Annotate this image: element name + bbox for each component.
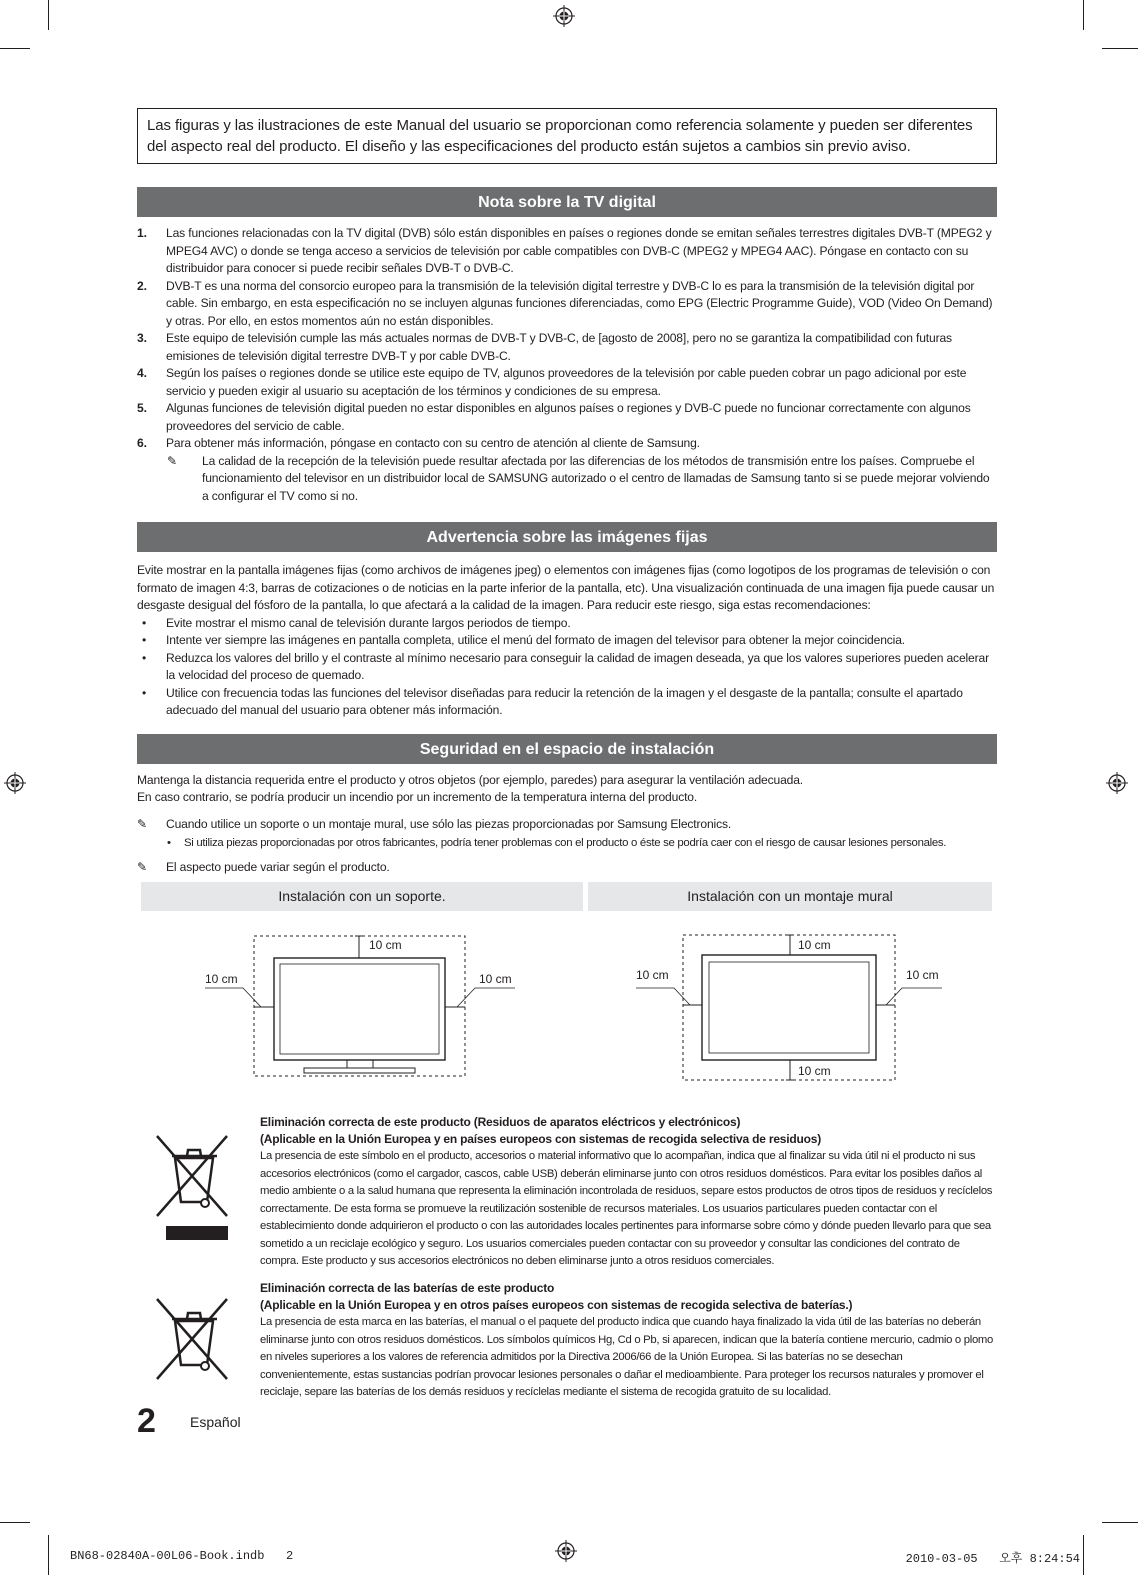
disclaimer-box: Las figuras y las ilustraciones de este Manual del usuario se proporcionan como referencia solamente y pueden ser diferentes del aspecto real del producto. El diseño y las especificaciones del producto están sujetos a cambios sin previo aviso. — [137, 108, 997, 164]
list-item: 3. Este equipo de televisión cumple las más actuales normas de DVB-T y DVB-C, de [agosto de 2008], pero no se garantiza la compatibilidad con futuras emisiones de televisión digital terrestre DVB-T y por cable DVB-C. — [137, 331, 952, 363]
installation-note-2: ✎ El aspecto puede variar según el producto. — [137, 859, 997, 877]
page-number: 2 — [137, 1402, 156, 1440]
distance-label-left: 10 cm — [205, 972, 238, 986]
weee-battery-title-2: (Aplicable en la Unión Europea y en otros países europeos con sistemas de recogida selectiva de baterías.) — [260, 1298, 853, 1312]
wall-install-label: Instalación con un montaje mural — [588, 882, 992, 911]
digital-tv-list — [137, 225, 997, 453]
page-language: Español — [190, 1414, 241, 1430]
bullet-icon: • — [142, 615, 147, 630]
crop-mark — [48, 1535, 49, 1575]
bullet-icon: • — [142, 685, 147, 700]
list-item: 5. Algunas funciones de televisión digital pueden no estar disponibles en algunos países o regiones y DVB-C puede no funcionar correctamente con algunos proveedores del servicio de cable. — [137, 401, 971, 433]
page-content — [137, 108, 997, 912]
weee-battery-body: La presencia de esta marca en las baterías, el manual o el paquete del producto indica que cuando haya finalizado la vida útil de las baterías no deberán eliminarse junto con otros residuos domésticos. Los símbolos químicos Hg, Cd o Pb, si aparecen, indican que la batería contiene mercurio, cadmio o plomo en niveles superiores a los valores de referencia admitidos por la Directiva 2006/66 de la Unión Europea. Si las baterías no se desechan convenientemente, estas sustancias podrían provocar lesiones personales o dañar el medioambiente. Para proteger los recursos naturales y promover el reciclaje, separe las baterías de los demás residuos y recíclelas mediante el sistema de recogida gratuito de su localidad. — [260, 1316, 994, 1398]
list-item: • Evite mostrar el mismo canal de televisión durante largos periodos de tiempo. — [137, 615, 997, 633]
bullet-icon: • — [142, 633, 147, 647]
weee-product-title-1: Eliminación correcta de este producto (Residuos de aparatos eléctricos y electrónicos) — [260, 1115, 741, 1129]
section-title-still-images: Advertencia sobre las imágenes fijas — [137, 522, 997, 552]
list-item: 2. DVB-T es una norma del consorcio europeo para la transmisión de la televisión digital terrestre y DVB-C lo es para la transmisión de la televisión digital por cable. Sin embargo, en esta especificación no se incluyen algunas funciones diferenciadas, como EPG (Electric Programme Guide), VOD (Video On Demand) y otras. Por ello, en estos momentos aún no están disponibles. — [137, 278, 993, 328]
print-date: 2010-03-05 오후 8:24:54 — [905, 1552, 1080, 1566]
weee-product-body: La presencia de este símbolo en el producto, accesorios o material informativo que lo acompañan, indica que al finalizar su vida útil ni el producto ni sus accesorios electrónicos (como el cargador, cascos, cable USB) deberán eliminarse junto con otros residuos domésticos. Para evitar los posibles daños al medio ambiente o a la salud humana que representa la eliminación incontrolada de residuos, separe estos productos de otros tipos de residuos y recíclelos correctamente. De esta forma se promueve la reutilización sostenible de recursos materiales. Los usuarios particulares pueden contactar con el establecimiento donde adquirieron el producto o con las autoridades locales pertinentes para informarse sobre cómo y dónde pueden llevarlo para que sea sometido a un reciclaje ecológico y seguro. Los usuarios comerciales pueden contactar con su proveedor y consultar las condiciones del contrato de compra. Este producto y sus accesorios electrónicos no deben eliminarse junto a otros residuos comerciales. — [260, 1150, 993, 1267]
weee-battery-block — [260, 1280, 995, 1402]
installation-line-1: Mantenga la distancia requerida entre el producto y otros objetos (por ejemplo, paredes) para asegurar la ventilación adecuada. — [137, 772, 804, 787]
crop-mark — [1083, 0, 1084, 30]
crop-mark — [0, 48, 30, 49]
section-title-digital-tv: Nota sobre la TV digital — [137, 187, 997, 217]
digital-tv-note: ✎ La calidad de la recepción de la televisión puede resultar afectada por las diferencias de los métodos de transmisión entre los países. Compruebe el funcionamiento del televisor en un distribuidor local de SAMSUNG autorizado o el centro de llamadas de Samsung tanto si se puede mejorar volviendo a configurar el TV como si no. — [167, 453, 990, 503]
list-item: • Reduzca los valores del brillo y el contraste al mínimo necesario para conseguir la calidad de imagen deseada, ya que los valores superiores pueden acelerar la velocidad del proceso de quemado. — [142, 650, 989, 682]
installation-note-1: ✎ Cuando utilice un soporte o un montaje mural, use sólo las piezas proporcionadas por Samsung Electronics. — [137, 816, 997, 834]
pencil-note-icon: ✎ — [167, 453, 177, 468]
list-item: 1. Las funciones relacionadas con la TV digital (DVB) sólo están disponibles en países o regiones donde se emitan señales terrestres digitales DVB-T (MPEG2 y MPEG4 AVC) o donde se tenga acceso a servicios de televisión por cable compatibles con DVB-C (MPEG2 y MPEG4 AAC). Póngase en contacto con su distribuidor para conocer si puede recibir señales DVB-T o DVB-C. — [137, 226, 992, 275]
still-images-list — [137, 615, 997, 720]
distance-label-right: 10 cm — [906, 968, 939, 982]
distance-label-top: 10 cm — [798, 938, 831, 952]
crop-mark — [0, 1522, 30, 1523]
distance-label-left: 10 cm — [636, 968, 669, 982]
distance-label-right: 10 cm — [479, 972, 512, 986]
registration-mark-icon — [553, 5, 575, 27]
bullet-icon: • — [142, 650, 147, 665]
weee-product-title-2: (Aplicable en la Unión Europea y en países europeos con sistemas de recogida selectiva de residuos) — [260, 1132, 822, 1146]
registration-mark-icon — [4, 772, 26, 794]
still-images-intro: Evite mostrar en la pantalla imágenes fijas (como archivos de imágenes jpeg) o elementos con imágenes fijas (como logotipos de los programas de televisión o con formato de imagen 4:3, barras de cotizaciones o de noticias en la parte inferior de la pantalla, etc). Una visualización continuada de una imagen fija puede causar un desgaste desigual del fósforo de la pantalla, lo que afectará a la calidad de la imagen. Para reducir este riesgo, siga estas recomendaciones: — [137, 563, 995, 612]
list-item: 4. Según los países o regiones donde se utilice este equipo de TV, algunos proveedores de la televisión por cable pueden cobrar un pago adicional por este servicio y pueden exigir al usuario su aceptación de los términos y condiciones de su empresa. — [137, 366, 967, 398]
crop-mark — [48, 0, 49, 30]
installation-headers — [137, 882, 997, 912]
crossed-out-wheelie-bin-icon — [155, 1130, 230, 1245]
bullet-icon: • — [167, 837, 171, 849]
crop-mark — [1102, 48, 1138, 49]
crop-mark — [1102, 1522, 1138, 1523]
section-title-installation: Seguridad en el espacio de instalación — [137, 734, 997, 764]
stand-installation-diagram — [195, 930, 525, 1080]
crossed-out-battery-bin-icon — [155, 1297, 230, 1382]
pencil-note-icon: ✎ — [137, 860, 147, 874]
pencil-note-icon: ✎ — [137, 816, 147, 831]
print-slug — [50, 1543, 1090, 1573]
list-item: 6. Para obtener más información, póngase en contacto con su centro de atención al cliente de Samsung. — [137, 436, 700, 450]
distance-label-bottom: 10 cm — [798, 1064, 831, 1078]
installation-line-2: En caso contrario, se podría producir un incendio por un incremento de la temperatura interna del producto. — [137, 790, 698, 804]
weee-product-block — [260, 1114, 995, 1271]
weee-battery-title-1: Eliminación correcta de las baterías de este producto — [260, 1281, 555, 1295]
distance-label-top: 10 cm — [369, 938, 402, 952]
print-file-name: BN68-02840A-00L06-Book.indb 2 — [70, 1549, 294, 1563]
installation-sub-bullet: • Si utiliza piezas proporcionadas por otros fabricantes, podría tener problemas con el producto o éste se podría caer con el riesgo de causar lesiones personales. — [137, 833, 997, 854]
list-item: • Utilice con frecuencia todas las funciones del televisor diseñadas para reducir la retención de la imagen y el desgaste de la pantalla; consulte el apartado adecuado del manual del usuario para obtener más información. — [142, 685, 963, 717]
wall-installation-diagram — [630, 930, 950, 1085]
registration-mark-icon — [1106, 772, 1128, 794]
stand-install-label: Instalación con un soporte. — [141, 882, 583, 911]
list-item: • Intente ver siempre las imágenes en pantalla completa, utilice el menú del formato de imagen del televisor para obtener la mejor coincidencia. — [137, 632, 997, 650]
